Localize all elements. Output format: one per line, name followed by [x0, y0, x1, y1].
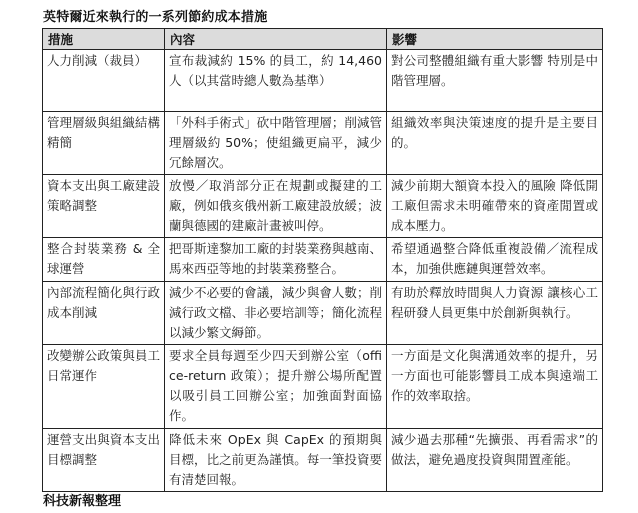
impact-cell: 減少前期大額資本投入的風險 降低開工廠但需求未明確帶來的資產閒置或成本壓力。 — [387, 175, 603, 238]
content-cell: 要求全員每週至少四天到辦公室（office-return 政策）；提升辦公場所配置以吸引員工回辦公室；加強面對面協作。 — [165, 345, 387, 429]
content-cell: 減少不必要的會議，減少與會人數；削減行政文檔、非必要培訓等；簡化流程以減少繁文縟節。 — [165, 282, 387, 345]
impact-cell: 減少過去那種“先擴張、再看需求”的做法，避免過度投資與閒置產能。 — [387, 429, 603, 492]
content-cell: 把哥斯達黎加工廠的封裝業務與越南、馬來西亞等地的封裝業務整合。 — [165, 238, 387, 282]
cost-measures-table — [42, 28, 603, 492]
table-row — [43, 345, 603, 429]
measure-cell: 管理層級與組織結構精簡 — [43, 112, 165, 175]
content-cell: 放慢／取消部分正在規劃或擬建的工廠，例如俄亥俄州新工廠建設放緩；波蘭與德國的建廠計畫被叫停。 — [165, 175, 387, 238]
table-header-row — [43, 29, 603, 50]
content-cell: 降低未來 OpEx 與 CapEx 的預期與目標，比之前更為謹慎。每一筆投資要有清楚回報。 — [165, 429, 387, 492]
measure-cell: 內部流程簡化與行政成本削減 — [43, 282, 165, 345]
impact-cell: 希望通過整合降低重複設備／流程成本，加強供應鏈與運營效率。 — [387, 238, 603, 282]
impact-cell: 組織效率與決策速度的提升是主要目的。 — [387, 112, 603, 175]
impact-cell: 對公司整體組織有重大影響 特別是中階管理層。 — [387, 50, 603, 112]
header-impact: 影響 — [387, 29, 603, 50]
measure-cell: 整合封裝業務 & 全球運營 — [43, 238, 165, 282]
measure-cell: 資本支出與工廠建設策略調整 — [43, 175, 165, 238]
source-note: 科技新報整理 — [43, 494, 122, 509]
table-caption: 英特爾近來執行的一系列節約成本措施 — [43, 10, 268, 25]
impact-cell: 有助於釋放時間與人力資源 讓核心工程研發人員更集中於創新與執行。 — [387, 282, 603, 345]
measure-cell: 人力削減（裁員） — [43, 50, 165, 112]
content-cell: 宣布裁減約 15% 的員工，約 14,460 人（以其當時總人數為基準） — [165, 50, 387, 112]
table-row — [43, 50, 603, 112]
impact-cell: 一方面是文化與溝通效率的提升，另一方面也可能影響員工成本與遠端工作的效率取捨。 — [387, 345, 603, 429]
measure-cell: 改變辦公政策與員工日常運作 — [43, 345, 165, 429]
table-row — [43, 112, 603, 175]
table-row — [43, 282, 603, 345]
header-content: 內容 — [165, 29, 387, 50]
content-cell: 「外科手術式」砍中階管理層；削減管理層級約 50%；使組織更扁平，減少冗餘層次。 — [165, 112, 387, 175]
table-row — [43, 175, 603, 238]
table-row — [43, 429, 603, 492]
table-row — [43, 238, 603, 282]
measure-cell: 運營支出與資本支出目標調整 — [43, 429, 165, 492]
header-measure: 措施 — [43, 29, 165, 50]
